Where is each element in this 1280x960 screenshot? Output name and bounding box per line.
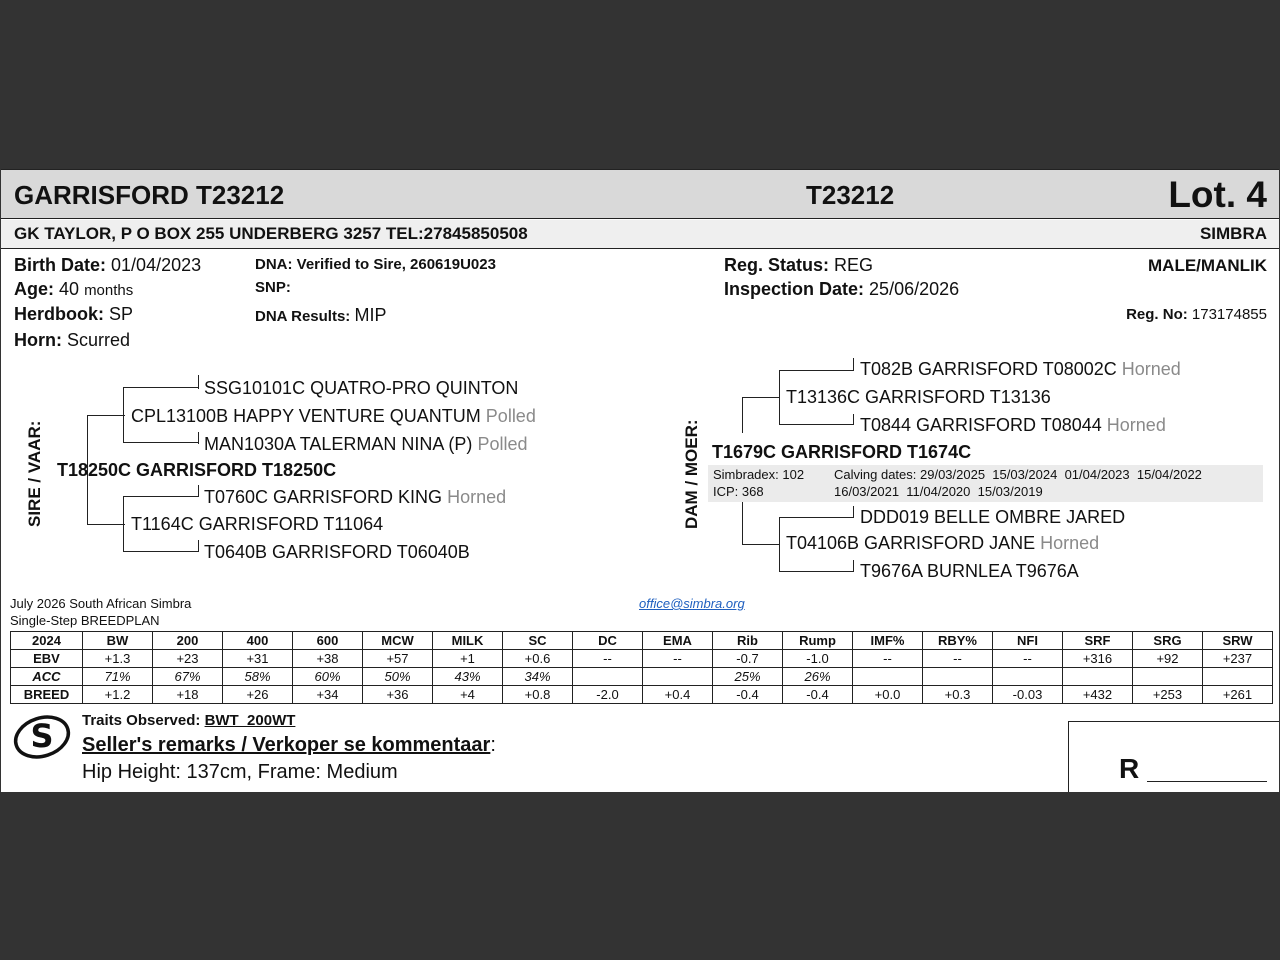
dam-tree-line bbox=[779, 424, 854, 425]
sire-sire-dam: MAN1030A TALERMAN NINA (P) Polled bbox=[204, 434, 528, 454]
table-cell: 71% bbox=[83, 668, 153, 686]
sire-tree-line bbox=[123, 387, 124, 443]
table-cell: BREED bbox=[11, 686, 83, 704]
simbradex: Simbradex: 102 bbox=[713, 467, 805, 482]
table-cell: NFI bbox=[993, 632, 1063, 650]
breed-name: SIMBRA bbox=[1199, 224, 1267, 243]
calving-dates-cont: 16/03/2021 11/04/2020 15/03/2019 bbox=[834, 484, 1043, 499]
table-cell: -- bbox=[853, 650, 923, 668]
sire-tree-line bbox=[123, 496, 124, 552]
table-cell: 200 bbox=[153, 632, 223, 650]
table-cell: SC bbox=[503, 632, 573, 650]
table-cell: -0.4 bbox=[783, 686, 853, 704]
table-cell: +253 bbox=[1133, 686, 1203, 704]
sire-tree-line bbox=[87, 524, 125, 525]
table-cell bbox=[1203, 668, 1273, 686]
table-header-row bbox=[11, 632, 1273, 650]
table-cell: 60% bbox=[293, 668, 363, 686]
table-cell: +237 bbox=[1203, 650, 1273, 668]
dam-tree-line bbox=[853, 414, 854, 425]
remarks-text: Hip Height: 137cm, Frame: Medium bbox=[82, 761, 398, 783]
table-cell: +26 bbox=[223, 686, 293, 704]
dam-sire-sire: T082B GARRISFORD T08002C Horned bbox=[860, 359, 1181, 379]
dam-tree-line bbox=[853, 560, 854, 572]
table-cell: EMA bbox=[643, 632, 713, 650]
table-cell: -0.4 bbox=[713, 686, 783, 704]
price-line[interactable] bbox=[1147, 781, 1267, 782]
table-cell: +92 bbox=[1133, 650, 1203, 668]
title-bar bbox=[1, 169, 1279, 219]
table-cell: -0.03 bbox=[993, 686, 1063, 704]
table-cell: +36 bbox=[363, 686, 433, 704]
table-cell: 58% bbox=[223, 668, 293, 686]
dam-sire: T13136C GARRISFORD T13136 bbox=[786, 387, 1051, 407]
sire-tree-line bbox=[87, 415, 125, 416]
dam: T1679C GARRISFORD T1674C bbox=[712, 442, 972, 462]
dam-tree-line bbox=[779, 370, 854, 371]
table-cell: +0.0 bbox=[853, 686, 923, 704]
dam-tree-line bbox=[779, 517, 780, 571]
table-row-ebv bbox=[11, 650, 1273, 668]
table-cell: Rib bbox=[713, 632, 783, 650]
table-cell bbox=[1133, 668, 1203, 686]
table-cell: +1.3 bbox=[83, 650, 153, 668]
dna-verification: DNA: Verified to Sire, 260619U023 bbox=[255, 256, 496, 273]
snp-label: SNP: bbox=[255, 279, 291, 296]
table-cell: +0.8 bbox=[503, 686, 573, 704]
table-cell: BW bbox=[83, 632, 153, 650]
sire-tree-line bbox=[198, 375, 199, 389]
table-cell: +1 bbox=[433, 650, 503, 668]
dam-tree-line bbox=[779, 571, 854, 572]
price-box bbox=[1068, 721, 1279, 792]
table-cell: SRG bbox=[1133, 632, 1203, 650]
table-cell: +31 bbox=[223, 650, 293, 668]
ebv-table bbox=[10, 631, 1273, 704]
table-cell: +0.6 bbox=[503, 650, 573, 668]
table-cell: IMF% bbox=[853, 632, 923, 650]
sire-tree-line bbox=[123, 551, 199, 552]
icp: ICP: 368 bbox=[713, 484, 764, 499]
sire-tree-line bbox=[198, 432, 199, 444]
table-cell: Rump bbox=[783, 632, 853, 650]
table-cell: 34% bbox=[503, 668, 573, 686]
price-label: R bbox=[1119, 753, 1140, 784]
email-link[interactable]: office@simbra.org bbox=[639, 596, 745, 611]
age: Age: 40 months bbox=[14, 279, 134, 299]
table-cell: +261 bbox=[1203, 686, 1273, 704]
table-cell: -0.7 bbox=[713, 650, 783, 668]
table-cell bbox=[573, 668, 643, 686]
table-cell: 43% bbox=[433, 668, 503, 686]
table-cell: 67% bbox=[153, 668, 223, 686]
dam-sire-dam: T0844 GARRISFORD T08044 Horned bbox=[860, 415, 1166, 435]
sire-tree-line bbox=[123, 387, 199, 388]
table-row-acc bbox=[11, 668, 1273, 686]
sire-tree-line bbox=[123, 442, 199, 443]
reg-number: Reg. No: 173174855 bbox=[1126, 306, 1267, 323]
table-cell: MCW bbox=[363, 632, 433, 650]
table-cell: EBV bbox=[11, 650, 83, 668]
breeder-address: GK TAYLOR, P O BOX 255 UNDERBERG 3257 TEL:27845850508 bbox=[14, 224, 528, 243]
horn-status: Horn: Scurred bbox=[14, 330, 131, 350]
reg-status: Reg. Status: REG bbox=[724, 255, 874, 275]
table-cell: +23 bbox=[153, 650, 223, 668]
calving-dates: Calving dates: 29/03/2025 15/03/2024 01/04/2023 15/04/2022 bbox=[834, 467, 1202, 482]
dam-dam: T04106B GARRISFORD JANE Horned bbox=[786, 533, 1100, 553]
svg-text:S: S bbox=[30, 717, 54, 755]
table-cell: 600 bbox=[293, 632, 363, 650]
table-cell: 26% bbox=[783, 668, 853, 686]
sire-dam-sire: T0760C GARRISFORD KING Horned bbox=[204, 487, 507, 507]
table-cell bbox=[993, 668, 1063, 686]
dam-tree-line bbox=[853, 506, 854, 518]
table-cell: MILK bbox=[433, 632, 503, 650]
breedplan-subtitle: Single-Step BREEDPLAN bbox=[10, 613, 160, 628]
dam-side-label: DAM / MOER: bbox=[682, 419, 701, 529]
table-cell: -- bbox=[573, 650, 643, 668]
table-cell: SRF bbox=[1063, 632, 1133, 650]
dam-tree-line bbox=[779, 517, 854, 518]
dam-dam-sire: DDD019 BELLE OMBRE JARED bbox=[860, 507, 1126, 527]
remarks-title: Seller's remarks / Verkoper se kommentaar: bbox=[82, 734, 496, 756]
table-cell: 25% bbox=[713, 668, 783, 686]
lot-card bbox=[1, 169, 1279, 792]
animal-id: T23212 bbox=[806, 180, 895, 210]
table-cell: +0.3 bbox=[923, 686, 993, 704]
sire-tree-line bbox=[198, 540, 199, 552]
sire-dam-dam: T0640B GARRISFORD T06040B bbox=[204, 542, 470, 562]
table-cell: +432 bbox=[1063, 686, 1133, 704]
table-row-breed bbox=[11, 686, 1273, 704]
table-cell bbox=[643, 668, 713, 686]
sire-dam: T1164C GARRISFORD T11064 bbox=[131, 514, 384, 534]
breedplan-title: July 2026 South African Simbra bbox=[10, 596, 192, 611]
dam-tree-line bbox=[853, 358, 854, 371]
table-cell bbox=[853, 668, 923, 686]
dam-tree-line bbox=[742, 544, 780, 545]
table-cell: DC bbox=[573, 632, 643, 650]
table-cell: 2024 bbox=[11, 632, 83, 650]
herdbook: Herdbook: SP bbox=[14, 304, 134, 324]
birth-date: Birth Date: 01/04/2023 bbox=[14, 255, 202, 275]
dam-tree-line bbox=[779, 370, 780, 424]
table-cell: +18 bbox=[153, 686, 223, 704]
animal-name: GARRISFORD T23212 bbox=[14, 180, 285, 210]
table-cell: 50% bbox=[363, 668, 433, 686]
table-cell: +57 bbox=[363, 650, 433, 668]
table-cell: SRW bbox=[1203, 632, 1273, 650]
table-cell: RBY% bbox=[923, 632, 993, 650]
table-cell: -- bbox=[993, 650, 1063, 668]
table-cell: -1.0 bbox=[783, 650, 853, 668]
dam-tree-line bbox=[742, 397, 743, 433]
traits-observed: Traits Observed: BWT 200WT bbox=[82, 712, 296, 729]
dam-tree-line bbox=[742, 502, 743, 544]
sire: T18250C GARRISFORD T18250C bbox=[57, 460, 337, 480]
table-cell: -- bbox=[923, 650, 993, 668]
table-cell: +316 bbox=[1063, 650, 1133, 668]
dam-tree-line bbox=[742, 397, 780, 398]
table-cell: +38 bbox=[293, 650, 363, 668]
breeder-bar bbox=[1, 220, 1279, 249]
table-cell: +1.2 bbox=[83, 686, 153, 704]
sire-side-label: SIRE / VAAR: bbox=[25, 420, 44, 527]
sire-sire: CPL13100B HAPPY VENTURE QUANTUM Polled bbox=[131, 406, 536, 426]
table-cell: +4 bbox=[433, 686, 503, 704]
lot-number: Lot. 4 bbox=[1168, 174, 1267, 215]
inspection-date: Inspection Date: 25/06/2026 bbox=[724, 279, 960, 299]
table-cell: +34 bbox=[293, 686, 363, 704]
sire-tree-line bbox=[123, 496, 199, 497]
table-cell: ACC bbox=[11, 668, 83, 686]
table-cell: -2.0 bbox=[573, 686, 643, 704]
table-cell: +0.4 bbox=[643, 686, 713, 704]
table-cell: 400 bbox=[223, 632, 293, 650]
dam-dam-dam: T9676A BURNLEA T9676A bbox=[860, 561, 1079, 581]
table-cell: -- bbox=[643, 650, 713, 668]
simbra-logo bbox=[11, 711, 75, 761]
table-cell bbox=[1063, 668, 1133, 686]
sire-sire-sire: SSG10101C QUATRO-PRO QUINTON bbox=[204, 378, 519, 398]
dna-results: DNA Results: MIP bbox=[255, 305, 387, 325]
sire-tree-line bbox=[198, 485, 199, 497]
sex: MALE/MANLIK bbox=[1148, 256, 1267, 275]
table-cell bbox=[923, 668, 993, 686]
